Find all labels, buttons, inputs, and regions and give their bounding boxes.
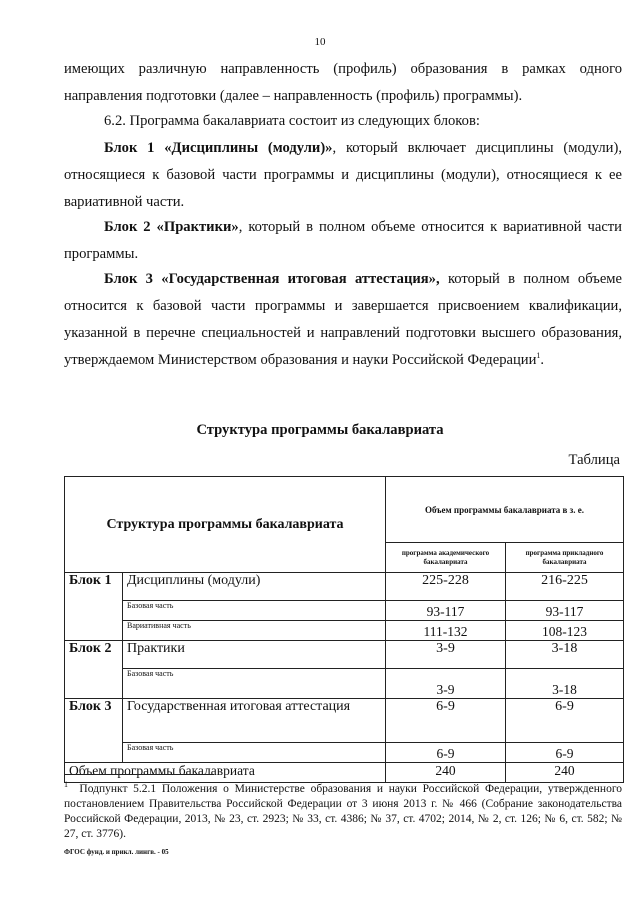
academic-value: 93-117 — [386, 601, 506, 621]
row-name: Практики — [123, 641, 386, 669]
academic-value: 225-228 — [386, 573, 506, 601]
footer-code: ФГОС фунд. и прикл. лингв. - 05 — [64, 848, 169, 856]
applied-value: 108-123 — [506, 621, 624, 641]
academic-value: 111-132 — [386, 621, 506, 641]
block1-description: , который включает дисциплины (модули), относящиеся к базовой части программы и дисциплины (модули), относящиеся к ее вариативной части. — [64, 140, 623, 210]
table-header-volume: Объем программы бакалавриата в з. е. — [386, 477, 624, 543]
block2-description: , который в полном объеме относится к вариативной части программы. — [64, 219, 622, 262]
table-row — [65, 669, 624, 699]
footnote-reference[interactable]: 1 — [536, 351, 541, 361]
block-label: Блок 1 — [65, 573, 123, 641]
applied-value: 3-18 — [506, 641, 624, 669]
row-name: Базовая часть — [123, 601, 386, 621]
paragraph-blocks-intro: 6.2. Программа бакалавриата состоит из следующих блоков: — [104, 113, 480, 129]
program-structure-table — [64, 476, 624, 783]
table-header-applied: программа прикладного бакалавриата — [506, 543, 624, 573]
paragraph-block3 — [64, 266, 622, 374]
table-label: Таблица — [568, 452, 620, 468]
paragraph-block2 — [64, 214, 622, 268]
applied-value: 6-9 — [506, 743, 624, 763]
block2-title: Блок 2 «Практики» — [104, 219, 239, 235]
academic-value: 3-9 — [386, 669, 506, 699]
table-row — [65, 573, 624, 601]
block3-title: Блок 3 «Государственная итоговая аттестация», — [104, 271, 440, 287]
row-name: Базовая часть — [123, 669, 386, 699]
paragraph-continuation: имеющих различную направленность (профиль) образования в рамках одного направления подготовки (далее – направленность (профиль) программы). — [64, 61, 622, 104]
block-label: Блок 2 — [65, 641, 123, 699]
table-row — [65, 621, 624, 641]
table-row — [65, 601, 624, 621]
row-name: Дисциплины (модули) — [123, 573, 386, 601]
block3-description: который в полном объеме относится к базовой части программы и завершается присвоением квалификации, указанной в перечне специальностей и направлений подготовки высшего образования, утверждаемом Министерством образования и науки Российской Федерации — [64, 271, 623, 368]
footnote-number: 1 — [64, 780, 68, 790]
footnote — [64, 782, 622, 842]
footnote-text: Подпункт 5.2.1 Положения о Министерстве образования и науки Российской Федерации, утвержденного постановлением Правительства Российской Федерации от 3 июня 2013 г. № 466 (Собрание законодательства Российской Федерации, 2013, № 23, ст. 2923; № 33, ст. 4386; № 37, ст. 4702; 2014, № 2, ст. 126; № 6, ст. 582; № 27, ст. 3776). — [64, 783, 622, 840]
table-row — [65, 699, 624, 743]
block3-period: . — [540, 352, 545, 368]
row-name: Государственная итоговая аттестация — [123, 699, 386, 743]
table-header-structure: Структура программы бакалавриата — [65, 477, 386, 573]
table-title: Структура программы бакалавриата — [196, 422, 444, 438]
table-row — [65, 743, 624, 763]
table-row — [65, 641, 624, 669]
paragraph-block1 — [64, 135, 622, 216]
academic-value: 6-9 — [386, 743, 506, 763]
block-label: Блок 3 — [65, 699, 123, 763]
table-total-row — [65, 763, 624, 783]
row-name: Базовая часть — [123, 743, 386, 763]
academic-value: 6-9 — [386, 699, 506, 743]
applied-value: 216-225 — [506, 573, 624, 601]
page-number: 10 — [314, 36, 326, 48]
total-label: Объем программы бакалавриата — [65, 763, 386, 783]
applied-value: 93-117 — [506, 601, 624, 621]
total-applied: 240 — [506, 763, 624, 783]
total-academic: 240 — [386, 763, 506, 783]
academic-value: 3-9 — [386, 641, 506, 669]
applied-value: 6-9 — [506, 699, 624, 743]
applied-value: 3-18 — [506, 669, 624, 699]
block1-title: Блок 1 «Дисциплины (модули)» — [104, 140, 333, 156]
table-header-academic: программа академического бакалавриата — [386, 543, 506, 573]
footnote-divider — [64, 774, 214, 775]
row-name: Вариативная часть — [123, 621, 386, 641]
